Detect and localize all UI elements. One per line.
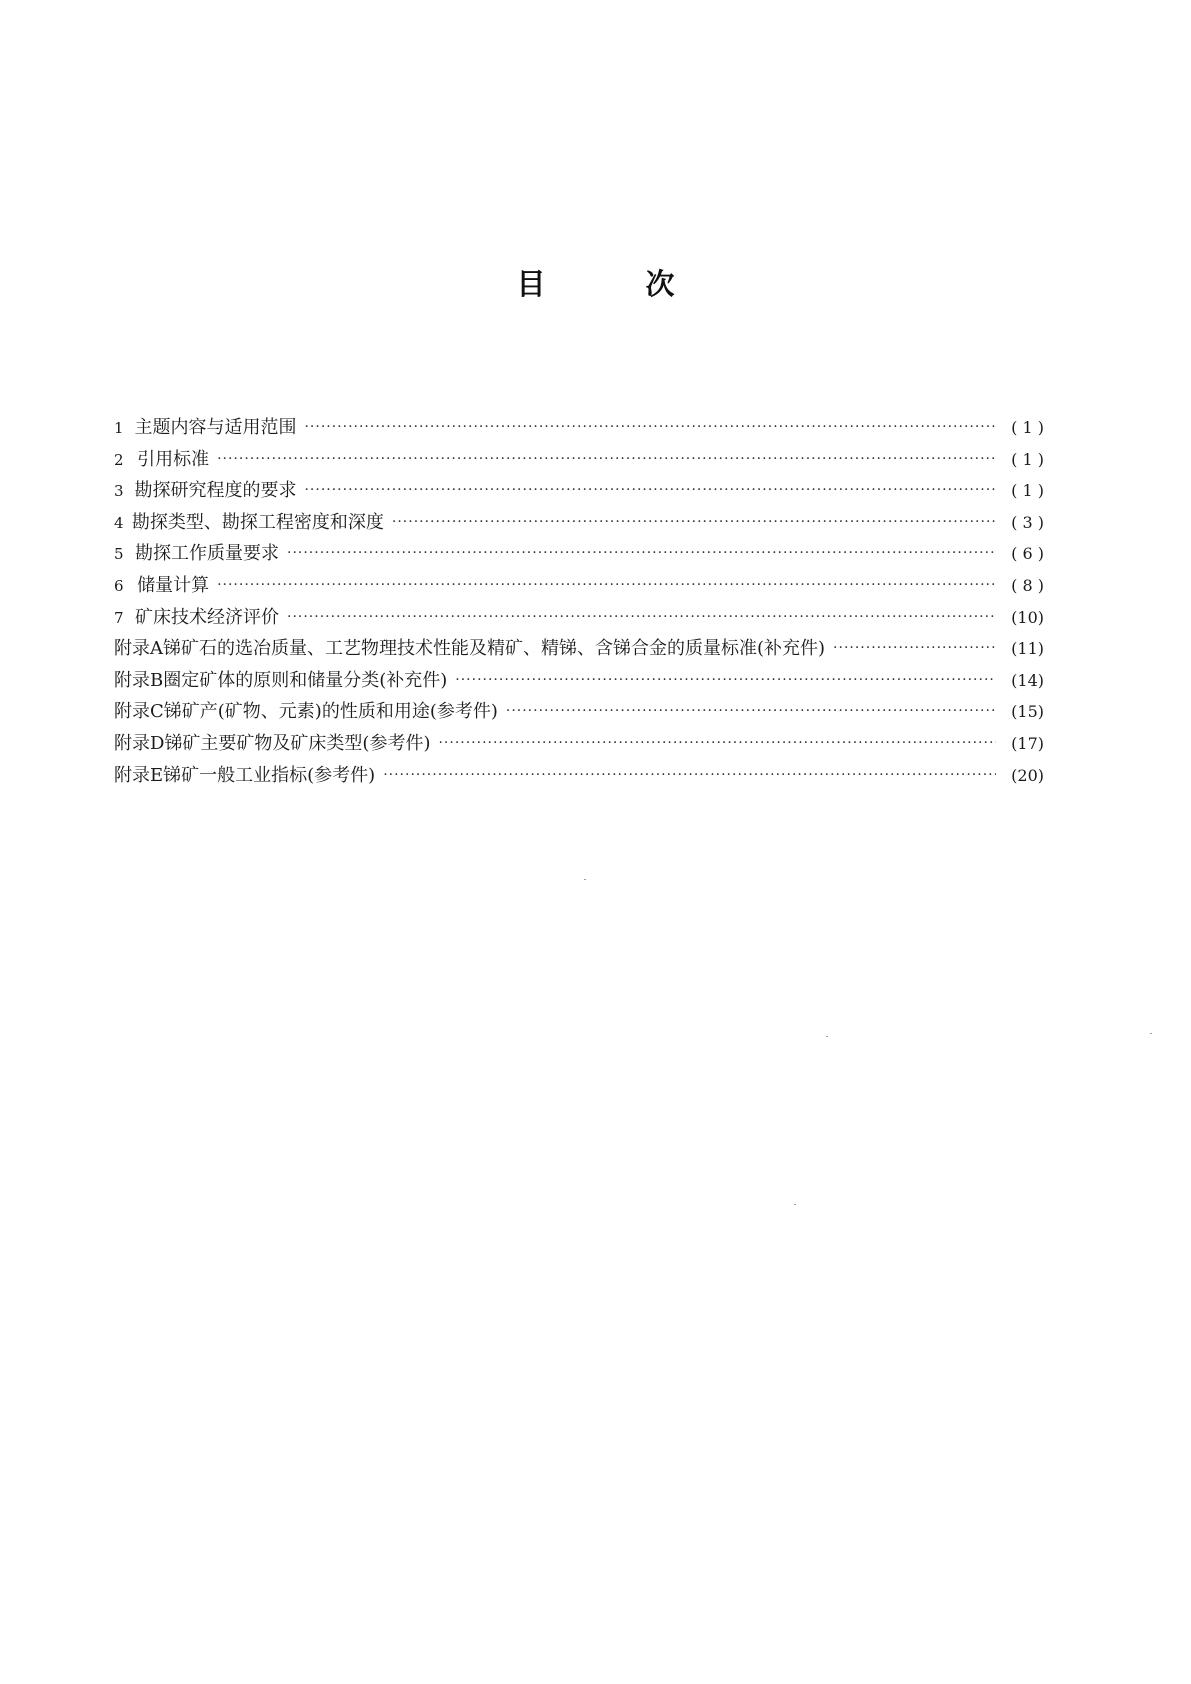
toc-leader-dots bbox=[304, 412, 996, 444]
toc-entry-label: 锑矿产(矿物、元素)的性质和用途(参考件) bbox=[163, 701, 498, 723]
toc-entry-label: 锑矿主要矿物及矿床类型(参考件) bbox=[164, 732, 431, 754]
toc-entry-page: (10) bbox=[1011, 607, 1044, 627]
toc-leader-dots bbox=[506, 696, 996, 728]
toc-entry-label: 锑矿一般工业指标(参考件) bbox=[163, 764, 376, 786]
toc-entry-5[interactable] bbox=[114, 538, 1044, 570]
toc-title bbox=[0, 262, 1191, 303]
toc-appendix-e[interactable] bbox=[114, 760, 1044, 792]
toc-entry-page: (14) bbox=[1011, 670, 1044, 690]
toc-entry-page: (15) bbox=[1011, 702, 1044, 722]
toc-entry-label: 矿床技术经济评价 bbox=[135, 606, 279, 628]
table-of-contents bbox=[114, 412, 1044, 791]
toc-entry-page: ( 6 ) bbox=[1011, 544, 1044, 564]
toc-entry-6[interactable] bbox=[114, 570, 1044, 602]
toc-appendix-number: 附录A bbox=[114, 638, 163, 660]
toc-leader-dots bbox=[438, 728, 996, 760]
toc-appendix-number: 附录B bbox=[114, 669, 164, 691]
toc-entry-number: 5 bbox=[114, 545, 124, 564]
toc-entry-number: 6 bbox=[114, 576, 124, 595]
toc-leader-dots bbox=[287, 602, 996, 634]
toc-entry-page: ( 1 ) bbox=[1011, 481, 1044, 501]
scan-speck bbox=[584, 879, 586, 880]
toc-leader-dots bbox=[217, 444, 996, 476]
toc-appendix-number: 附录D bbox=[114, 732, 165, 754]
toc-appendix-a[interactable] bbox=[114, 633, 1044, 665]
toc-entry-label: 锑矿石的选冶质量、工艺物理技术性能及精矿、精锑、含锑合金的质量标准(补充件) bbox=[163, 638, 826, 660]
toc-entry-number: 3 bbox=[114, 482, 124, 501]
toc-title-char-1: 目 bbox=[516, 267, 546, 301]
toc-leader-dots bbox=[383, 760, 996, 792]
toc-entry-number: 1 bbox=[114, 419, 124, 437]
scan-speck bbox=[826, 1036, 828, 1037]
toc-entry-number: 2 bbox=[114, 450, 124, 469]
toc-entry-label: 勘探研究程度的要求 bbox=[134, 480, 297, 502]
scan-speck bbox=[1150, 1033, 1152, 1034]
scan-speck bbox=[794, 1204, 796, 1205]
toc-entry-7[interactable] bbox=[114, 602, 1044, 634]
toc-entry-page: ( 8 ) bbox=[1011, 575, 1044, 595]
toc-entry-page: (17) bbox=[1011, 733, 1044, 753]
toc-entry-2[interactable] bbox=[114, 444, 1044, 476]
toc-entry-4[interactable] bbox=[114, 507, 1044, 539]
toc-entry-number: 4 bbox=[114, 513, 124, 532]
toc-appendix-number: 附录E bbox=[114, 764, 164, 786]
toc-appendix-b[interactable] bbox=[114, 665, 1044, 697]
toc-leader-dots bbox=[455, 665, 996, 697]
toc-leader-dots bbox=[304, 475, 996, 507]
toc-entry-label: 勘探类型、勘探工程密度和深度 bbox=[131, 511, 384, 533]
toc-entry-3[interactable] bbox=[114, 475, 1044, 507]
toc-leader-dots bbox=[217, 570, 996, 602]
toc-appendix-number: 附录C bbox=[114, 701, 164, 723]
toc-entry-page: ( 1 ) bbox=[1011, 418, 1044, 437]
toc-entry-page: ( 3 ) bbox=[1011, 512, 1044, 532]
toc-entry-page: (20) bbox=[1011, 765, 1044, 785]
toc-leader-dots bbox=[287, 538, 996, 570]
toc-entry-label: 引用标准 bbox=[137, 448, 210, 470]
toc-appendix-c[interactable] bbox=[114, 696, 1044, 728]
toc-entry-number: 7 bbox=[114, 608, 124, 627]
toc-entry-page: ( 1 ) bbox=[1011, 449, 1044, 469]
toc-entry-label: 圈定矿体的原则和储量分类(补充件) bbox=[163, 669, 448, 691]
toc-entry-label: 储量计算 bbox=[137, 574, 210, 596]
toc-entry-label: 主题内容与适用范围 bbox=[134, 417, 297, 438]
toc-leader-dots bbox=[833, 633, 996, 665]
toc-title-char-2: 次 bbox=[645, 267, 675, 301]
toc-leader-dots bbox=[392, 507, 996, 539]
toc-entry-page: (11) bbox=[1011, 639, 1044, 659]
toc-appendix-d[interactable] bbox=[114, 728, 1044, 760]
toc-entry-label: 勘探工作质量要求 bbox=[135, 543, 279, 565]
toc-entry-1[interactable] bbox=[114, 412, 1044, 444]
